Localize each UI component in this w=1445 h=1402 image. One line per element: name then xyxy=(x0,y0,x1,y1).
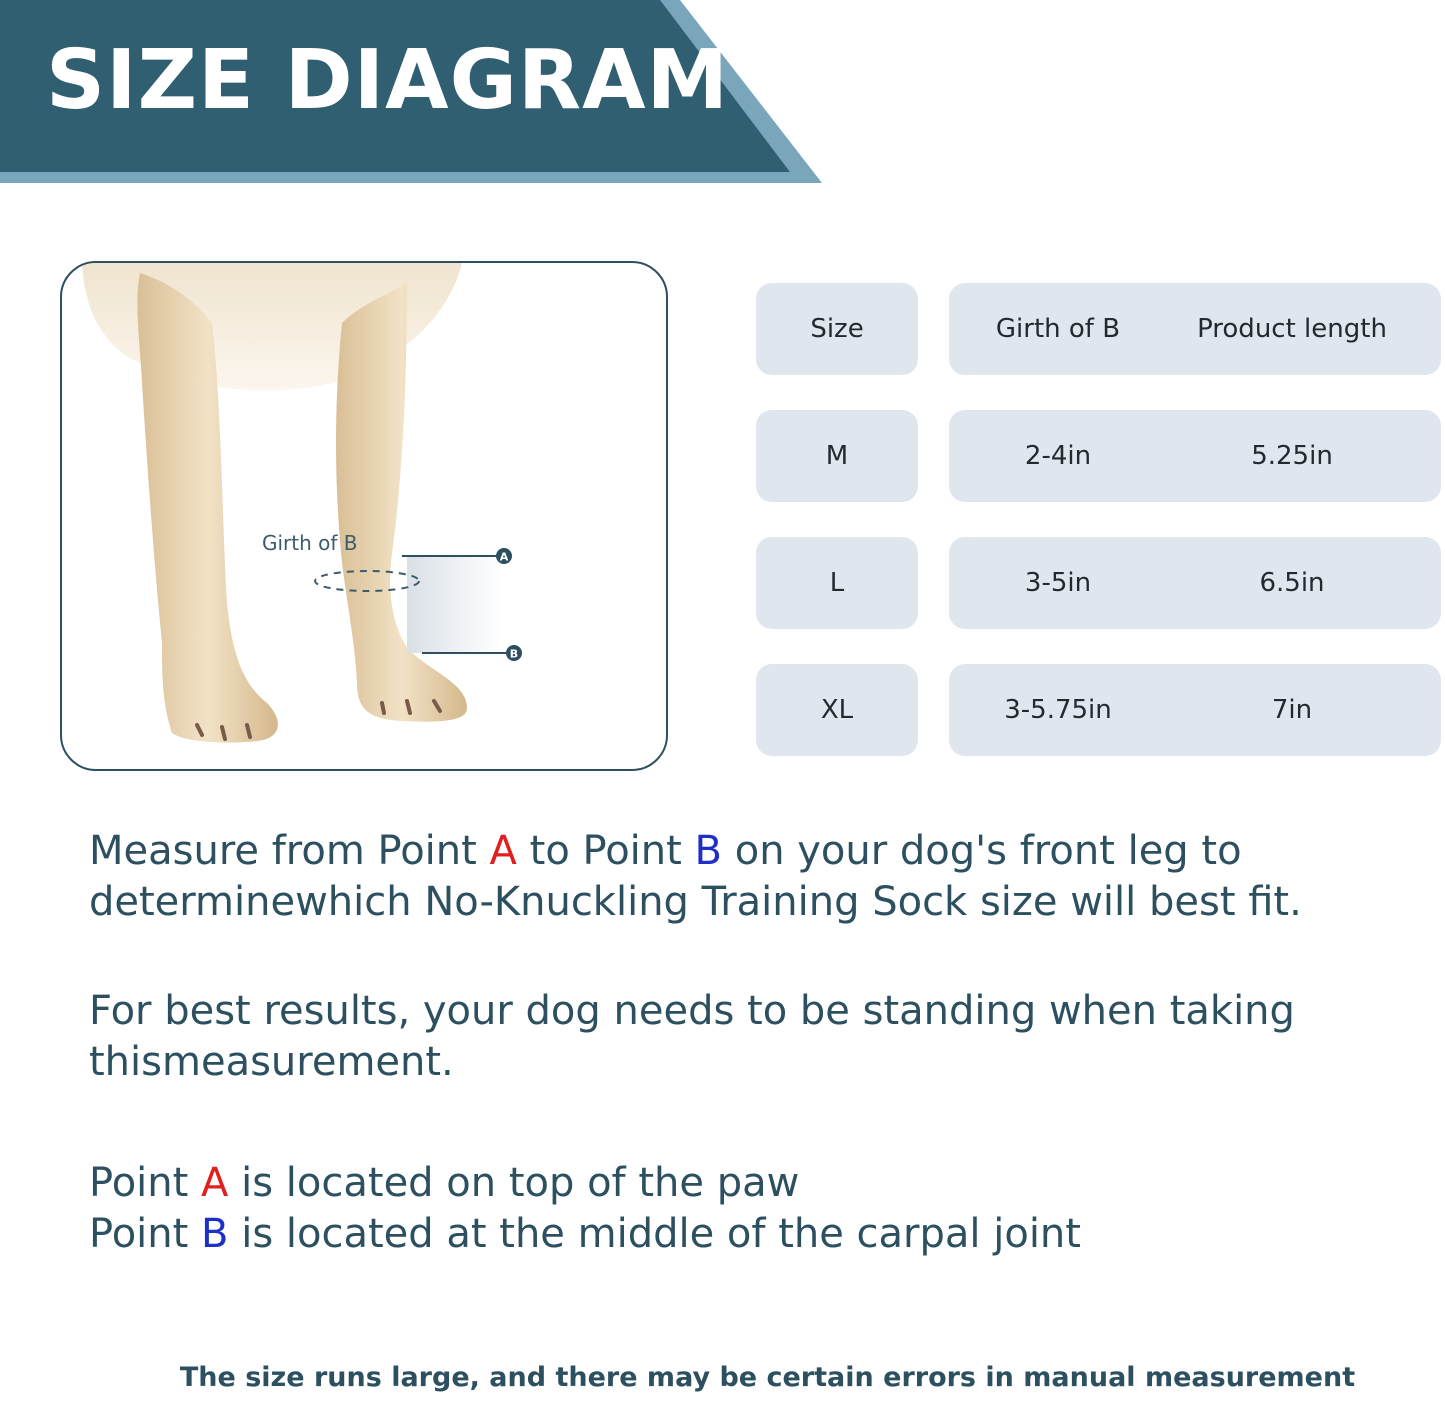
table-row-size-cell xyxy=(756,410,918,502)
girth-value: 2-4in xyxy=(1024,441,1092,471)
girth-value: 3-5.75in xyxy=(1004,695,1112,725)
length-header: Product length xyxy=(1197,314,1387,344)
girth-header: Girth of B xyxy=(995,314,1121,344)
point-b-label: B xyxy=(201,1211,229,1257)
instruction-measure xyxy=(89,826,1389,928)
instruction-text: For best results, your dog needs to be standing when taking xyxy=(89,988,1295,1034)
instruction-text: is located on top of the paw xyxy=(228,1160,800,1206)
size-value: L xyxy=(829,568,845,598)
table-row-size-cell xyxy=(756,664,918,756)
instruction-standing xyxy=(89,986,1389,1088)
girth-label: Girth of B xyxy=(262,531,358,555)
measure-header-cell xyxy=(949,283,1441,375)
point-b-label: B xyxy=(694,828,722,874)
size-header: Size xyxy=(810,314,864,344)
size-value: XL xyxy=(820,695,854,725)
measurement-zone xyxy=(407,555,502,653)
marker-b-label: B xyxy=(509,647,519,661)
girth-value: 3-5in xyxy=(1024,568,1092,598)
length-value: 5.25in xyxy=(1251,441,1333,471)
instruction-text: Point xyxy=(89,1211,202,1257)
leg-illustration-card xyxy=(60,261,668,771)
size-disclaimer: The size runs large, and there may be certain errors in manual measurement xyxy=(179,1362,1356,1393)
instruction-text: thismeasurement. xyxy=(89,1039,454,1085)
length-value: 7in xyxy=(1271,695,1313,725)
instruction-text: is located at the middle of the carpal joint xyxy=(228,1211,1081,1257)
instruction-text: Measure from Point xyxy=(89,828,490,874)
instruction-text: determinewhich No-Knuckling Training Sock size will best fit. xyxy=(89,879,1302,925)
dog-legs-illustration xyxy=(62,263,666,769)
instruction-text: on your dog's front leg to xyxy=(722,828,1242,874)
size-value: M xyxy=(825,441,849,471)
header-banner xyxy=(0,0,830,190)
instruction-points xyxy=(89,1158,1389,1260)
point-a-label: A xyxy=(201,1160,229,1206)
point-a-label: A xyxy=(489,828,517,874)
marker-a-label: A xyxy=(499,550,509,564)
size-header-cell xyxy=(756,283,918,375)
instruction-text: to Point xyxy=(516,828,695,874)
dog-right-leg xyxy=(336,283,467,722)
length-value: 6.5in xyxy=(1259,568,1325,598)
table-row-measure-cell xyxy=(949,410,1441,502)
table-row-measure-cell xyxy=(949,664,1441,756)
table-row-measure-cell xyxy=(949,537,1441,629)
table-row-size-cell xyxy=(756,537,918,629)
instruction-text: Point xyxy=(89,1160,202,1206)
page-title: SIZE DIAGRAM xyxy=(46,33,730,128)
